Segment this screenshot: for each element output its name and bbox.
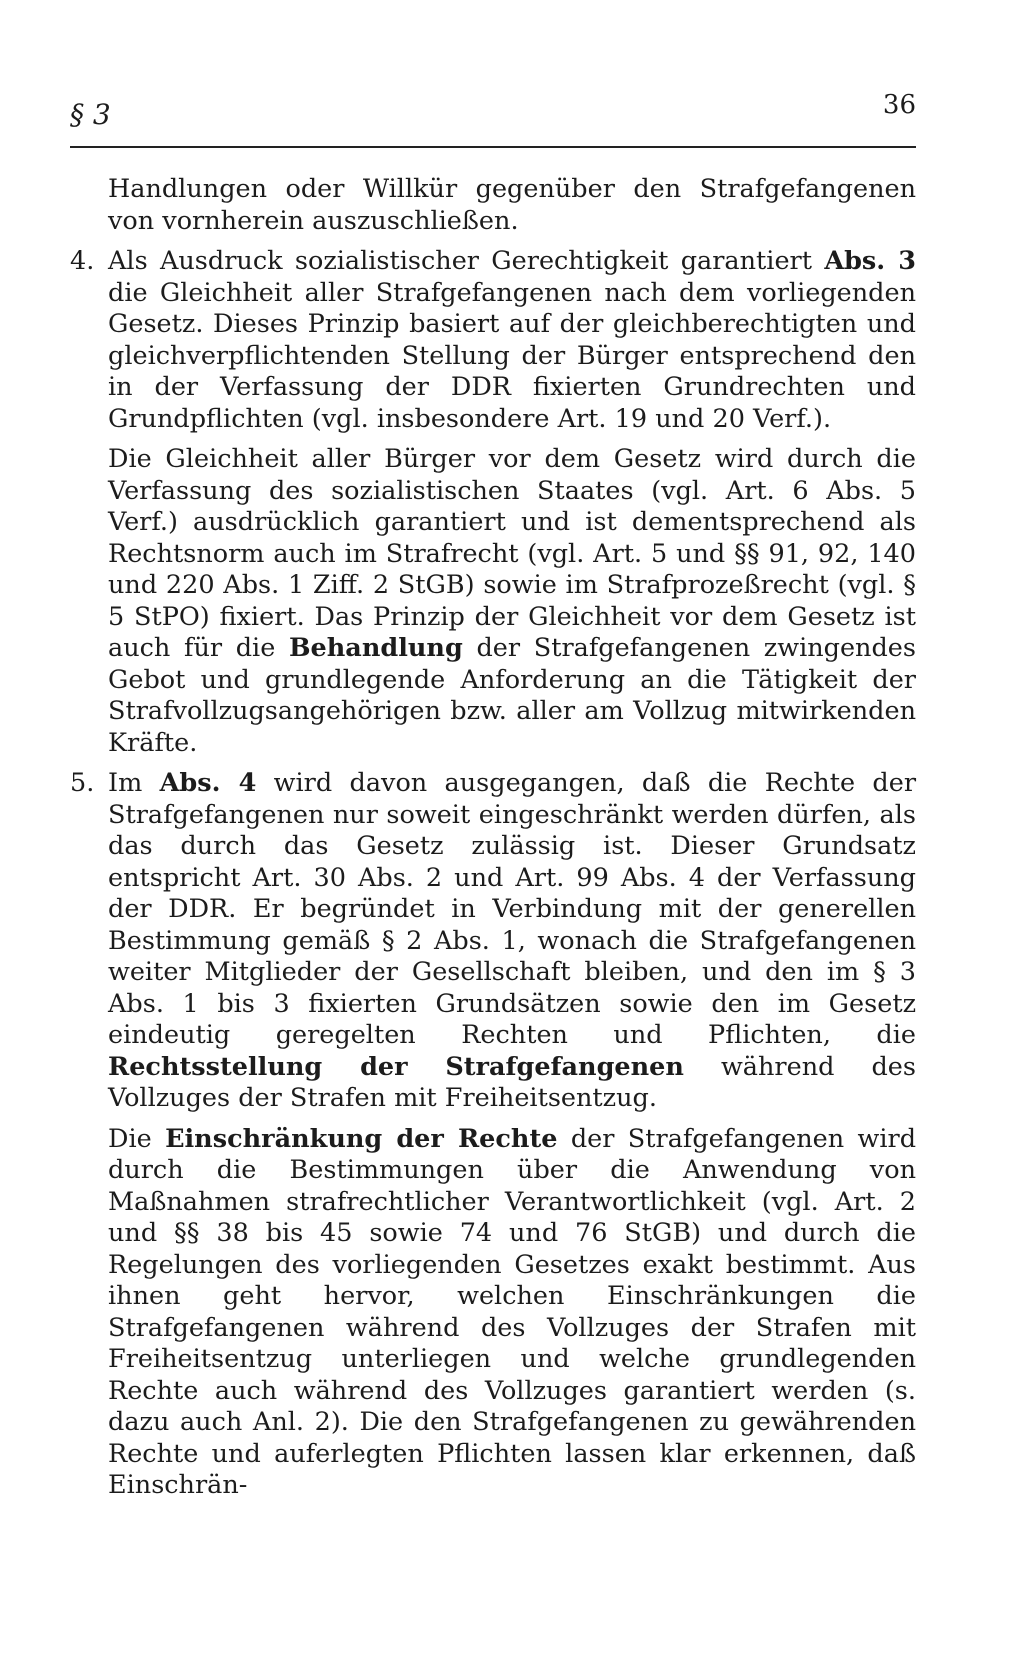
text-run: die Gleichheit aller Strafgefangenen nach dem vorliegenden Gesetz. Dieses Prinzip basiert auf der gleichberechtigten und gleichverpflichtenden Stellung der Bürger entsprechend den in der Verfassung der DDR fixierten Grundrechten und Grundpflichten (vgl. insbesondere Art. 19 und 20 Verf.).	[108, 277, 916, 434]
paragraph-number: 4.	[70, 246, 95, 276]
bold-term: Einschränkung der Rechte	[165, 1123, 558, 1154]
paragraph-restrictions	[70, 1124, 916, 1502]
bold-term: Abs. 4	[159, 768, 257, 798]
body-text	[70, 174, 916, 1511]
paragraph-equality	[70, 444, 916, 759]
text-run: während des Vollzuges der Strafen mit Freiheitsentzug.	[108, 1051, 916, 1113]
paragraph-number: 5.	[70, 768, 95, 798]
text-run: Die Gleichheit aller Bürger vor dem Gesetz wird durch die Verfassung des sozialistischen Staates (vgl. Art. 6 Abs. 5 Verf.) ausdrücklich garantiert und ist dementsprechend als Rechtsnorm auch im Strafrecht (vgl. Art. 5 und §§ 91, 92, 140 und 220 Abs. 1 Ziff. 2 StGB) sowie im Strafprozeßrecht (vgl. § 5 StPO) fixiert. Das Prinzip der Gleichheit vor dem Gesetz ist auch für die	[108, 444, 916, 663]
page-number: 36	[882, 90, 916, 120]
bold-term: Abs. 3	[824, 246, 916, 276]
paragraph-continuation: Handlungen oder Willkür gegenüber den Strafgefangenen von vornherein auszuschließen.	[108, 174, 916, 236]
text-run: Im	[108, 768, 160, 798]
text-run: Als Ausdruck sozialistischer Gerechtigkeit garantiert	[108, 246, 825, 276]
numbered-paragraph-5	[70, 768, 916, 1115]
bold-term: Rechtsstellung der Strafgefangenen	[108, 1051, 684, 1082]
bold-term: Behandlung	[288, 633, 463, 663]
text-run: wird davon ausgegangen, daß die Rechte der Strafgefangenen nur soweit eingeschränkt werden dürfen, als das durch das Gesetz zulässig ist. Dieser Grundsatz entspricht Art. 30 Abs. 2 und Art. 99 Abs. 4 der Verfassung der DDR. Er begründet in Verbindung mit der generellen Bestimmung gemäß § 2 Abs. 1, wonach die Strafgefangenen weiter Mitglieder der Gesellschaft bleiben, und den im § 3 Abs. 1 bis 3 fixierten Grundsätzen sowie den im Gesetz eindeutig geregelten Rechten und Pflichten, die	[108, 768, 917, 1050]
text-run: der Strafgefangenen zwingendes Gebot und grundlegende Anforderung an die Tätigkeit der Strafvollzugsangehörigen bzw. aller am Vollzug mitwirkenden Kräfte.	[108, 633, 916, 758]
text-run: der Strafgefangenen wird durch die Bestimmungen über die Anwendung von Maßnahmen strafrechtlicher Verantwortlichkeit (vgl. Art. 2 und §§ 38 bis 45 sowie 74 und 76 StGB) und durch die Regelungen des vorliegenden Gesetzes exakt bestimmt. Aus ihnen geht hervor, welchen Einschränkungen die Strafgefangenen während des Vollzuges der Strafen mit Freiheitsentzug unterliegen und welche grundlegenden Rechte auch während des Vollzuges garantiert werden (s. dazu auch Anl. 2). Die den Strafgefangenen zu gewährenden Rechte und auferlegten Pflichten lassen klar erkennen, daß Einschrän-	[108, 1123, 917, 1500]
text-run: Die	[108, 1123, 166, 1154]
numbered-paragraph-4	[70, 246, 916, 435]
section-mark: § 3	[70, 98, 111, 131]
page-header	[70, 88, 916, 148]
